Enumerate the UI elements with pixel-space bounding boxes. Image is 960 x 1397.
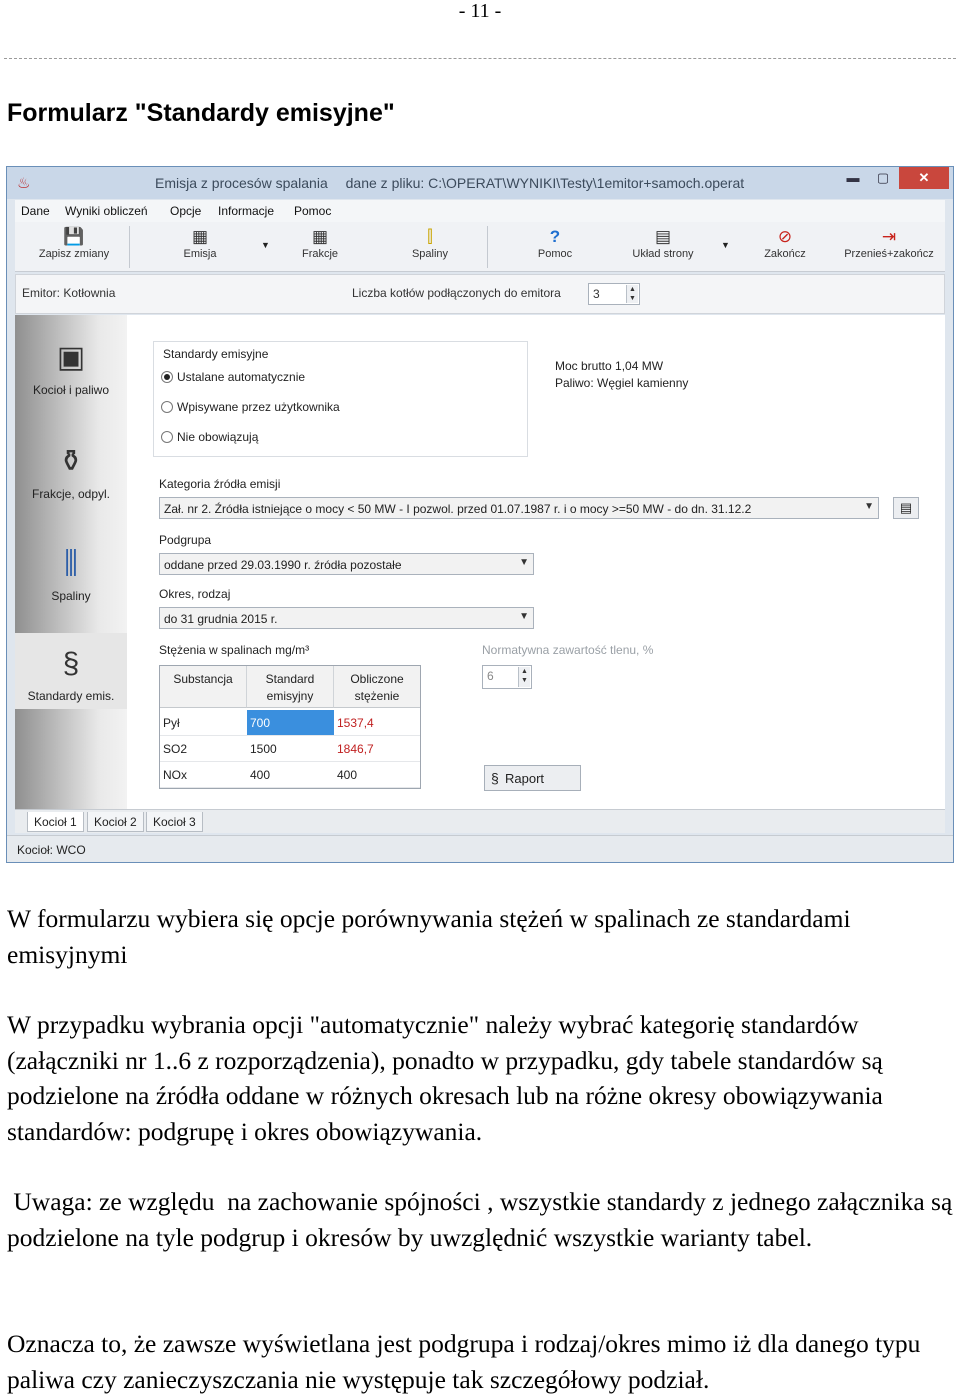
boiler-count-label: Liczba kotłów podłączonych do emitora xyxy=(352,286,561,300)
help-button[interactable]: ? Pomoc xyxy=(520,226,590,260)
tab-kociol-2[interactable]: Kocioł 2 xyxy=(87,812,144,832)
chevron-down-icon: ▼ xyxy=(519,611,529,622)
frakcje-button[interactable]: ▦ Frakcje xyxy=(285,226,355,260)
emission-standards-table xyxy=(159,665,421,789)
boiler-tabs xyxy=(15,809,945,833)
table-cell[interactable]: 1500 xyxy=(247,736,334,762)
spaliny-button[interactable]: ⫿ Spaliny xyxy=(395,226,465,260)
category-select[interactable]: Zał. nr 2. Źródła istniejące o mocy < 50 MW - I pozwol. przed 01.07.1987 r. i o mocy >=50 MW - do dn. 31.12.2 ▼ xyxy=(159,497,879,519)
tab-kociol-1[interactable]: Kocioł 1 xyxy=(27,812,84,832)
exit-icon: ⊘ xyxy=(777,227,793,246)
sidebar-item-frakcje[interactable]: ⚱ Frakcje, odpyl. xyxy=(15,437,127,501)
exit-button[interactable]: ⊘ Zakończ xyxy=(747,226,823,260)
toolbar xyxy=(15,222,945,272)
table-icon: ▦ xyxy=(311,227,329,246)
table-cell: NOx xyxy=(160,762,247,788)
sidebar-item-standardy[interactable]: § Standardy emis. xyxy=(15,633,127,709)
period-label: Okres, rodzaj xyxy=(159,587,231,601)
radio-not-applicable[interactable]: Nie obowiązują xyxy=(161,430,258,444)
header-rule xyxy=(4,58,956,59)
subgroup-select[interactable]: oddane przed 29.03.1990 r. źródła pozostałe ▼ xyxy=(159,553,534,575)
emitter-label: Emitor: Kotłownia xyxy=(22,286,116,300)
oxygen-label: Normatywna zawartość tlenu, % xyxy=(482,643,654,657)
sidebar-item-spaliny[interactable]: ⫼ Spaliny xyxy=(15,539,127,603)
radio-user-defined[interactable]: Wpisywane przez użytkownika xyxy=(161,400,340,414)
page-layout-button[interactable]: ▤ Układ strony xyxy=(623,226,703,260)
dropdown-arrow-icon[interactable]: ▼ xyxy=(721,240,730,250)
boiler-icon: ▣ xyxy=(56,341,86,374)
subgroup-label: Podgrupa xyxy=(159,533,212,547)
paragraph-4: Oznacza to, że zawsze wyświetlana jest podgrupa i rodzaj/okres mimo iż dla danego typu paliwa czy zanieczyszczania nie występuje tak szczegółowy podział. xyxy=(7,1329,921,1394)
oxygen-stepper[interactable]: 6 ▲ ▼ xyxy=(482,665,532,689)
emisja-button[interactable]: ▦ Emisja xyxy=(165,226,235,260)
cyclone-icon: ⚱ xyxy=(58,445,84,478)
emitter-bar xyxy=(15,274,945,314)
flue-gas-icon: ⫼ xyxy=(64,547,78,580)
help-icon: ? xyxy=(549,227,561,246)
page-layout-icon: ▤ xyxy=(654,227,672,246)
paragraph-2: W przypadku wybrania opcji "automatycznie" należy wybrać kategorię standardów (załączniki nr 1..6 z rozporządzenia), ponadto w przypadku, gdy tabele standardów są podzielone na źródła oddane w różnych okresach lub na różne okresy obowiązywania standardów: podgrupę i okres obowiązywania. xyxy=(7,1010,883,1146)
transfer-icon: ⇥ xyxy=(881,227,897,246)
category-details-button[interactable] xyxy=(893,497,919,519)
menu-opcje[interactable]: Opcje xyxy=(170,204,202,218)
status-bar xyxy=(7,835,953,862)
status-text: Kocioł: WCO xyxy=(17,843,86,857)
boiler-count-stepper[interactable]: 3 ▲ ▼ xyxy=(588,283,640,305)
application-window xyxy=(6,166,954,863)
page-number: - 11 - xyxy=(458,0,502,22)
close-button[interactable]: ✕ xyxy=(899,167,949,189)
maximize-button[interactable]: ▢ xyxy=(876,170,890,185)
menu-informacje[interactable]: Informacje xyxy=(218,204,275,218)
table-cell: 400 xyxy=(334,762,420,788)
concentration-label: Stężenia w spalinach mg/m³ xyxy=(159,643,310,657)
boiler-power: Moc brutto 1,04 MW xyxy=(555,359,664,373)
paragraph-icon: § xyxy=(491,770,499,786)
chart-icon: ⫿ xyxy=(427,227,433,246)
save-button[interactable]: 💾 Zapisz zmiany xyxy=(29,226,119,260)
table-icon: ▦ xyxy=(191,227,209,246)
menu-wyniki[interactable]: Wyniki obliczeń xyxy=(65,204,148,218)
sidebar xyxy=(15,315,127,809)
chevron-down-icon: ▼ xyxy=(519,557,529,568)
menu-bar xyxy=(15,200,945,222)
column-header-calculated: Obliczone stężenie xyxy=(334,666,420,708)
table-cell: SO2 xyxy=(160,736,247,762)
app-flame-icon: ♨ xyxy=(17,175,31,192)
minimize-button[interactable]: ▬ xyxy=(846,170,860,185)
transfer-exit-button[interactable]: ⇥ Przenieś+zakończ xyxy=(837,226,941,260)
menu-dane[interactable]: Dane xyxy=(21,204,50,218)
tab-kociol-3[interactable]: Kocioł 3 xyxy=(146,812,203,832)
paragraph-1: W formularzu wybiera się opcje porównywania stężeń w spalinach ze standardami emisyjnymi xyxy=(7,904,851,969)
table-cell: 1537,4 xyxy=(334,710,420,736)
title-bar xyxy=(7,167,953,199)
paragraph-icon: § xyxy=(62,647,80,680)
period-select[interactable]: do 31 grudnia 2015 r. ▼ xyxy=(159,607,534,629)
standards-panel xyxy=(127,315,945,809)
boiler-fuel: Paliwo: Węgiel kamienny xyxy=(555,376,689,390)
table-cell: Pył xyxy=(160,710,247,736)
window-title-app: Emisja z procesów spalania xyxy=(155,175,328,191)
table-cell[interactable]: 400 xyxy=(247,762,334,788)
paragraph-3: Uwaga: ze względu na zachowanie spójności , wszystkie standardy z jednego załącznika są podzielone na tyle podgrup i okresów by uwzględnić wszystkie warianty tabel. xyxy=(7,1187,959,1252)
dropdown-arrow-icon[interactable]: ▼ xyxy=(261,240,270,250)
radio-automatic[interactable]: Ustalane automatycznie xyxy=(161,370,305,384)
window-title-file: dane z pliku: C:\OPERAT\WYNIKI\Testy\1emitor+samoch.operat xyxy=(345,175,745,191)
table-cell: 1846,7 xyxy=(334,736,420,762)
table-cell[interactable]: 700 xyxy=(247,710,334,736)
chevron-down-icon: ▼ xyxy=(864,501,874,512)
menu-pomoc[interactable]: Pomoc xyxy=(294,204,332,218)
standards-group-label: Standardy emisyjne xyxy=(163,347,269,361)
document-icon: ▤ xyxy=(899,500,913,515)
document-title: Formularz "Standardy emisyjne" xyxy=(7,99,395,127)
category-label: Kategoria źródła emisji xyxy=(159,477,281,491)
save-icon: 💾 xyxy=(63,227,85,246)
report-button[interactable]: § Raport xyxy=(484,765,581,791)
column-header-standard: Standard emisyjny xyxy=(247,666,334,708)
column-header-substance: Substancja xyxy=(160,666,247,708)
sidebar-item-kociol[interactable]: ▣ Kocioł i paliwo xyxy=(15,333,127,397)
